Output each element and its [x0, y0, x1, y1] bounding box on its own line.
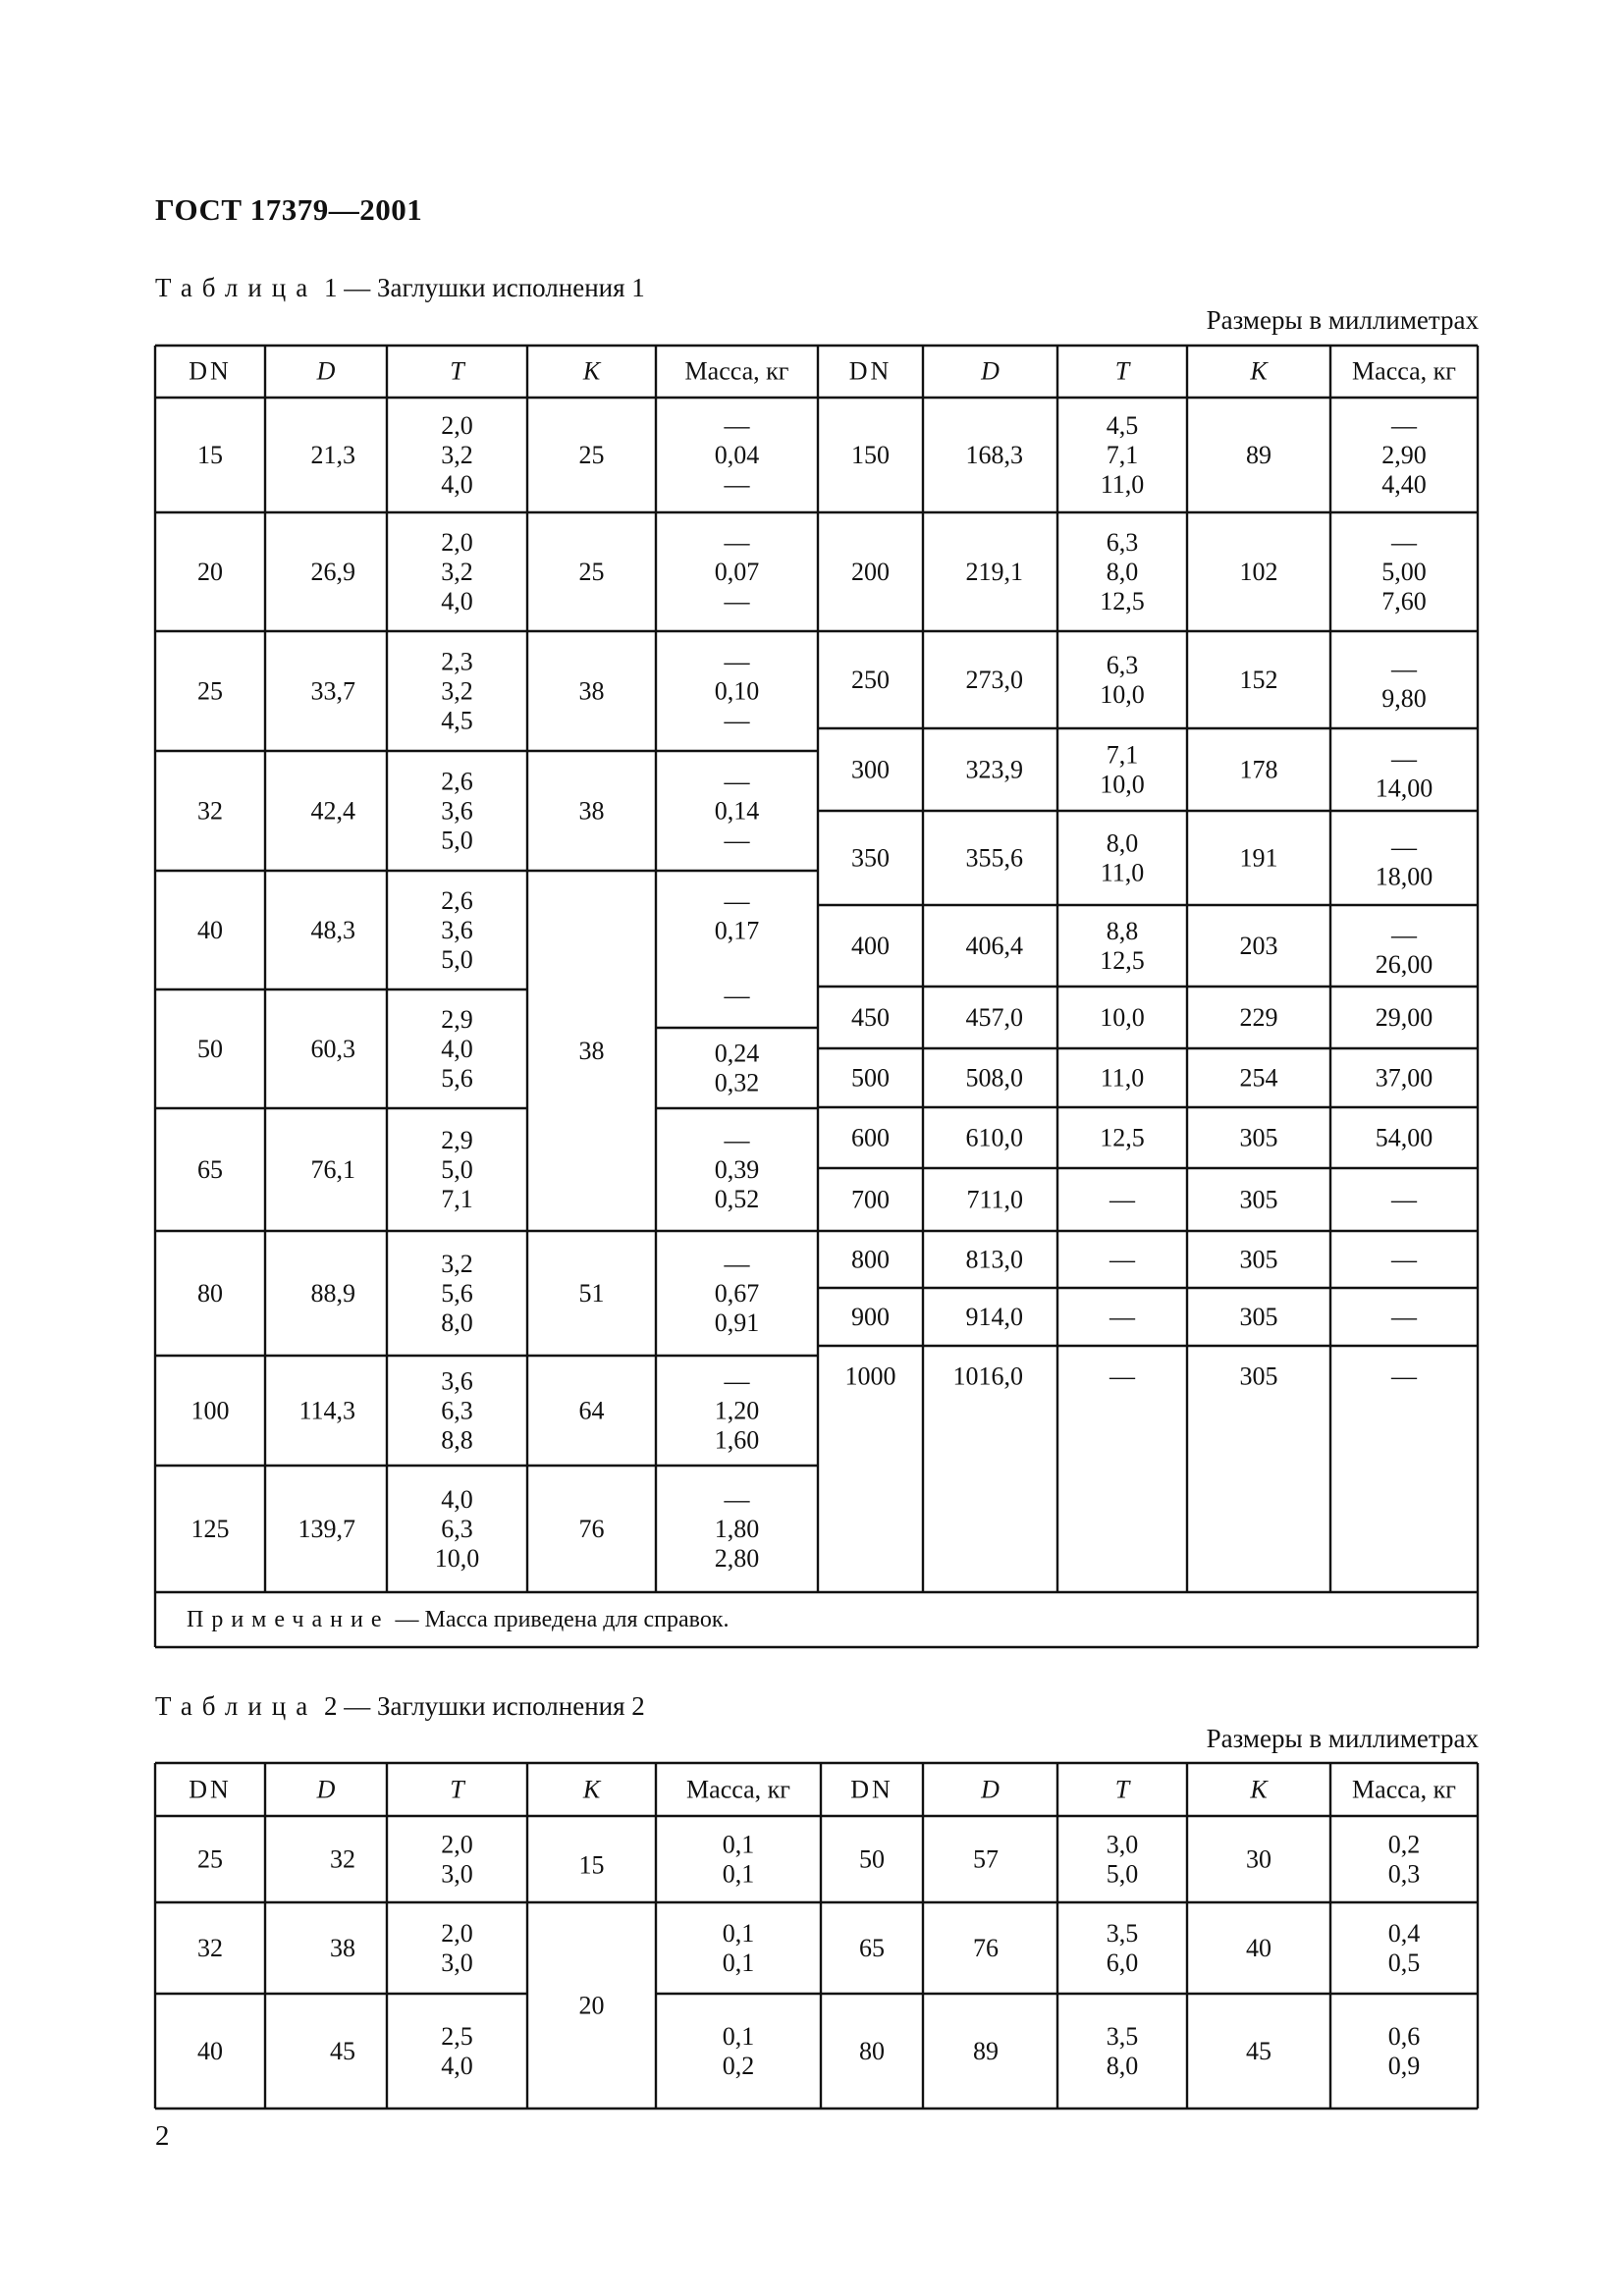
d-cell: 406,4 — [965, 932, 1023, 960]
k-cell: 25 — [578, 441, 605, 469]
column-header: Масса, кг — [1352, 1775, 1456, 1804]
k-cell: 38 — [578, 796, 605, 826]
k-cell: 64 — [578, 1396, 605, 1425]
d-cell: 76,1 — [310, 1155, 355, 1184]
d-cell: 89 — [973, 2037, 999, 2065]
mass-cell: 0,1 — [722, 1919, 755, 1948]
d-cell: 45 — [330, 2037, 355, 2065]
t-cell: 2,6 — [441, 767, 473, 796]
t-cell: 3,5 — [1106, 1919, 1139, 1948]
k-cell: 254 — [1239, 1063, 1278, 1093]
mass-cell: 9,80 — [1381, 684, 1427, 713]
mass-cell: — — [724, 1366, 750, 1396]
mass-cell: 2,80 — [714, 1544, 760, 1573]
t-cell: 10,0 — [434, 1544, 480, 1573]
dn-cell: 350 — [851, 843, 890, 873]
k-cell: 25 — [578, 558, 605, 586]
mass-cell: 37,00 — [1375, 1063, 1434, 1093]
dn-cell: 250 — [851, 666, 890, 694]
t-cell: 12,5 — [1100, 1123, 1145, 1152]
dn-cell: 32 — [197, 1934, 223, 1962]
mass-cell: 0,52 — [714, 1185, 760, 1213]
t-cell: 6,0 — [1106, 1949, 1139, 1977]
table1-caption-word: Таблица — [155, 273, 318, 302]
mass-cell: 14,00 — [1375, 774, 1434, 803]
column-header: DN — [850, 1775, 893, 1804]
t-cell: 4,0 — [441, 587, 473, 615]
t-cell: 3,5 — [1106, 2022, 1139, 2051]
dn-cell: 500 — [851, 1063, 890, 1093]
column-header: T — [450, 1775, 464, 1804]
mass-cell: — — [724, 1126, 750, 1154]
k-cell: 102 — [1239, 558, 1278, 586]
k-cell: 191 — [1239, 843, 1278, 873]
t-cell: 2,0 — [441, 1919, 473, 1948]
dn-cell: 150 — [851, 441, 890, 469]
mass-cell: — — [1391, 1245, 1417, 1274]
t-cell: 3,2 — [441, 676, 473, 706]
mass-cell: — — [724, 1250, 750, 1278]
d-cell: 48,3 — [310, 916, 355, 944]
mass-cell: — — [724, 528, 750, 557]
t-cell: 2,5 — [441, 2022, 473, 2051]
k-cell: 178 — [1239, 755, 1278, 784]
dn-cell: 400 — [851, 932, 890, 960]
mass-cell: 1,20 — [714, 1396, 760, 1425]
dn-cell: 65 — [197, 1155, 223, 1184]
t-cell: 8,8 — [441, 1425, 473, 1455]
note-text: — Масса приведена для справок. — [395, 1607, 730, 1632]
d-cell: 273,0 — [965, 666, 1023, 694]
t-cell: 2,0 — [441, 411, 473, 440]
dn-cell: 600 — [851, 1123, 890, 1152]
mass-cell: 0,14 — [714, 796, 760, 826]
column-header: Масса, кг — [1352, 356, 1456, 386]
t-cell: 7,1 — [1106, 740, 1139, 770]
t-cell: 8,0 — [1106, 828, 1139, 858]
d-cell: 76 — [973, 1934, 999, 1962]
t-cell: 6,3 — [1106, 528, 1139, 557]
t-cell: 3,6 — [441, 796, 473, 826]
t-cell: 11,0 — [1100, 858, 1145, 887]
mass-cell: 26,00 — [1375, 950, 1434, 979]
dn-cell: 25 — [197, 676, 223, 706]
t-cell: 3,0 — [1106, 1830, 1139, 1859]
dn-cell: 800 — [851, 1245, 890, 1274]
t-cell: 3,2 — [441, 1250, 473, 1278]
t-cell: 4,5 — [1106, 411, 1139, 440]
mass-cell: 0,67 — [714, 1279, 760, 1308]
mass-cell: — — [724, 706, 750, 735]
dn-cell: 65 — [859, 1934, 885, 1962]
t-cell: 4,5 — [441, 706, 473, 735]
column-header: T — [1114, 1775, 1130, 1804]
k-cell: 305 — [1239, 1185, 1278, 1214]
column-header: T — [450, 356, 464, 386]
mass-cell: — — [724, 826, 750, 855]
mass-cell: 0,5 — [1387, 1949, 1421, 1977]
t-cell: 4,0 — [441, 470, 473, 499]
mass-cell: — — [724, 767, 750, 796]
table1-units: Размеры в миллиметрах — [1206, 305, 1479, 335]
t-cell: — — [1109, 1362, 1135, 1391]
mass-cell: — — [1391, 1185, 1417, 1214]
mass-cell: — — [724, 587, 750, 615]
document-header: ГОСТ 17379—2001 — [155, 192, 423, 227]
d-cell: 610,0 — [965, 1123, 1023, 1152]
d-cell: 114,3 — [298, 1396, 355, 1425]
t-cell: 12,5 — [1100, 587, 1145, 615]
k-cell: 305 — [1239, 1123, 1278, 1152]
mass-cell: 0,1 — [722, 1859, 755, 1889]
mass-cell: — — [724, 411, 750, 440]
t-cell: 10,0 — [1100, 1003, 1145, 1032]
mass-cell: 0,2 — [722, 2052, 755, 2080]
t-cell: 8,8 — [1106, 917, 1139, 945]
t-cell: 8,0 — [441, 1308, 473, 1337]
t-cell: 11,0 — [1100, 1063, 1145, 1093]
d-cell: 1016,0 — [952, 1362, 1023, 1391]
dn-cell: 200 — [851, 558, 890, 586]
t-cell: 7,1 — [441, 1185, 473, 1213]
column-header: Масса, кг — [686, 1775, 790, 1804]
d-cell: 508,0 — [965, 1063, 1023, 1093]
mass-cell: — — [724, 981, 750, 1010]
k-cell: 51 — [578, 1279, 605, 1308]
t-cell: 8,0 — [1106, 558, 1139, 586]
mass-cell: 0,6 — [1387, 2022, 1421, 2051]
d-cell: 355,6 — [965, 843, 1023, 873]
dn-cell: 300 — [851, 755, 890, 784]
d-cell: 38 — [330, 1934, 355, 1962]
mass-cell: 1,60 — [714, 1425, 760, 1455]
mass-cell: — — [724, 647, 750, 676]
mass-cell: 0,9 — [1387, 2052, 1421, 2080]
t-cell: 4,0 — [441, 1485, 473, 1514]
dn-cell: 450 — [851, 1003, 890, 1032]
d-cell: 168,3 — [965, 441, 1023, 469]
dn-cell: 80 — [859, 2037, 885, 2065]
t-cell: 5,0 — [441, 826, 473, 855]
d-cell: 57 — [973, 1844, 999, 1874]
t-cell: 5,0 — [441, 945, 473, 974]
table1-caption-text: 1 — Заглушки исполнения 1 — [323, 273, 645, 302]
column-header: DN — [848, 356, 893, 386]
t-cell: 3,0 — [441, 1949, 473, 1977]
d-cell: 323,9 — [965, 755, 1023, 784]
d-cell: 457,0 — [965, 1003, 1023, 1032]
t-cell: 8,0 — [1106, 2052, 1139, 2080]
page-number: 2 — [155, 2120, 170, 2152]
mass-cell: 0,17 — [714, 916, 760, 945]
mass-cell: 0,32 — [714, 1068, 760, 1097]
column-header: Масса, кг — [684, 356, 789, 386]
t-cell: 5,6 — [441, 1064, 473, 1093]
mass-cell: — — [1391, 921, 1417, 949]
table2-units: Размеры в миллиметрах — [1206, 1724, 1479, 1753]
column-header: D — [316, 1775, 336, 1804]
column-header: D — [316, 356, 336, 386]
t-cell: 4,0 — [441, 2052, 473, 2080]
k-cell: 38 — [578, 676, 605, 706]
column-header: T — [1114, 356, 1130, 386]
dn-cell: 50 — [197, 1035, 223, 1063]
dn-cell: 80 — [197, 1279, 223, 1308]
column-header: K — [582, 1775, 601, 1804]
d-cell: 711,0 — [966, 1185, 1023, 1214]
dn-cell: 100 — [190, 1396, 230, 1425]
t-cell: — — [1109, 1185, 1135, 1214]
k-cell: 305 — [1239, 1362, 1278, 1391]
mass-cell: — — [724, 1485, 750, 1514]
k-cell: 38 — [578, 1037, 605, 1065]
t-cell: 3,6 — [441, 1366, 473, 1396]
mass-cell: 29,00 — [1375, 1003, 1434, 1032]
mass-cell: — — [724, 470, 750, 499]
dn-cell: 40 — [197, 2037, 223, 2065]
t-cell: 3,2 — [441, 558, 473, 586]
t-cell: 2,9 — [441, 1005, 473, 1034]
mass-cell: — — [1391, 1303, 1417, 1331]
table2-caption-text: 2 — Заглушки исполнения 2 — [323, 1691, 645, 1721]
t-cell: 3,2 — [441, 441, 473, 469]
t-cell: 4,0 — [441, 1035, 473, 1063]
dn-cell: 32 — [197, 796, 223, 826]
mass-cell: 54,00 — [1375, 1123, 1434, 1152]
t-cell: 3,6 — [441, 916, 473, 944]
t-cell: 6,3 — [1106, 651, 1139, 679]
d-cell: 219,1 — [965, 558, 1023, 586]
mass-cell: 0,1 — [722, 1949, 755, 1977]
mass-cell: 4,40 — [1381, 470, 1427, 499]
mass-cell: — — [1391, 832, 1417, 862]
d-cell: 914,0 — [965, 1303, 1023, 1331]
t-cell: 2,3 — [441, 647, 473, 676]
k-cell: 45 — [1246, 2037, 1271, 2065]
note-label: Примечание — [187, 1607, 390, 1632]
d-cell: 60,3 — [310, 1035, 355, 1063]
mass-cell: 5,00 — [1381, 558, 1427, 586]
dn-cell: 15 — [197, 441, 223, 469]
t-cell: — — [1109, 1245, 1135, 1274]
mass-cell: 0,2 — [1387, 1830, 1421, 1859]
d-cell: 139,7 — [298, 1515, 355, 1543]
dn-cell: 900 — [851, 1303, 890, 1331]
k-cell: 152 — [1239, 666, 1278, 694]
column-header: D — [981, 356, 1000, 386]
mass-cell: 0,07 — [714, 558, 760, 586]
column-header: DN — [189, 1775, 232, 1804]
d-cell: 88,9 — [310, 1279, 355, 1308]
table2-caption-word: Таблица — [155, 1691, 318, 1721]
t-cell: 6,3 — [441, 1515, 473, 1543]
dn-cell: 40 — [197, 916, 223, 944]
column-header: K — [582, 356, 601, 386]
t-cell: 7,1 — [1106, 441, 1139, 469]
t-cell: 3,0 — [441, 1859, 473, 1889]
mass-cell: 0,10 — [714, 676, 760, 706]
k-cell: 89 — [1246, 441, 1271, 469]
k-cell: 203 — [1239, 932, 1278, 960]
k-cell: 40 — [1246, 1934, 1271, 1962]
dn-cell: 125 — [190, 1515, 230, 1543]
d-cell: 33,7 — [310, 676, 355, 706]
t-cell: 12,5 — [1100, 946, 1145, 975]
t-cell: 2,0 — [441, 1830, 473, 1859]
mass-cell: 0,3 — [1387, 1859, 1421, 1889]
t-cell: 2,6 — [441, 886, 473, 915]
dn-cell: 50 — [859, 1844, 885, 1874]
mass-cell: 2,90 — [1381, 441, 1427, 469]
mass-cell: 0,1 — [722, 2022, 755, 2051]
t-cell: 11,0 — [1100, 470, 1145, 499]
mass-cell: — — [1391, 528, 1417, 557]
t-cell: 5,6 — [441, 1279, 473, 1308]
t-cell: 2,9 — [441, 1126, 473, 1154]
k-cell: 305 — [1239, 1245, 1278, 1274]
t-cell: 5,0 — [1106, 1859, 1139, 1889]
mass-cell: — — [1391, 1362, 1417, 1391]
mass-cell: — — [1391, 655, 1417, 683]
d-cell: 42,4 — [310, 796, 355, 826]
t-cell: — — [1109, 1303, 1135, 1331]
mass-cell: 0,4 — [1387, 1919, 1421, 1948]
mass-cell: 0,91 — [714, 1308, 760, 1337]
t-cell: 10,0 — [1100, 680, 1145, 709]
mass-cell: — — [1391, 744, 1417, 774]
k-cell: 20 — [578, 1991, 605, 2020]
mass-cell: 1,80 — [714, 1515, 760, 1543]
column-header: K — [1250, 356, 1268, 386]
dn-cell: 1000 — [844, 1362, 896, 1391]
mass-cell: — — [724, 886, 750, 916]
d-cell: 813,0 — [965, 1245, 1023, 1274]
t-cell: 5,0 — [441, 1155, 473, 1184]
column-header: K — [1250, 1775, 1268, 1804]
k-cell: 229 — [1239, 1003, 1278, 1032]
d-cell: 26,9 — [310, 558, 355, 586]
mass-cell: 18,00 — [1375, 862, 1434, 891]
t-cell: 2,0 — [441, 528, 473, 557]
k-cell: 305 — [1239, 1303, 1278, 1331]
mass-cell: 0,04 — [714, 441, 760, 469]
column-header: DN — [189, 356, 232, 386]
mass-cell: 0,1 — [722, 1830, 755, 1859]
d-cell: 32 — [330, 1844, 355, 1874]
dn-cell: 20 — [197, 558, 223, 586]
mass-cell: — — [1391, 411, 1417, 440]
dn-cell: 700 — [851, 1185, 890, 1214]
t-cell: 6,3 — [441, 1396, 473, 1425]
d-cell: 21,3 — [310, 441, 355, 469]
t-cell: 10,0 — [1100, 770, 1145, 799]
mass-cell: 0,24 — [714, 1039, 760, 1068]
k-cell: 15 — [578, 1850, 605, 1880]
k-cell: 30 — [1246, 1844, 1271, 1874]
column-header: D — [981, 1775, 1000, 1804]
dn-cell: 25 — [197, 1844, 223, 1874]
mass-cell: 7,60 — [1381, 587, 1427, 615]
k-cell: 76 — [578, 1515, 605, 1543]
mass-cell: 0,39 — [714, 1155, 760, 1184]
